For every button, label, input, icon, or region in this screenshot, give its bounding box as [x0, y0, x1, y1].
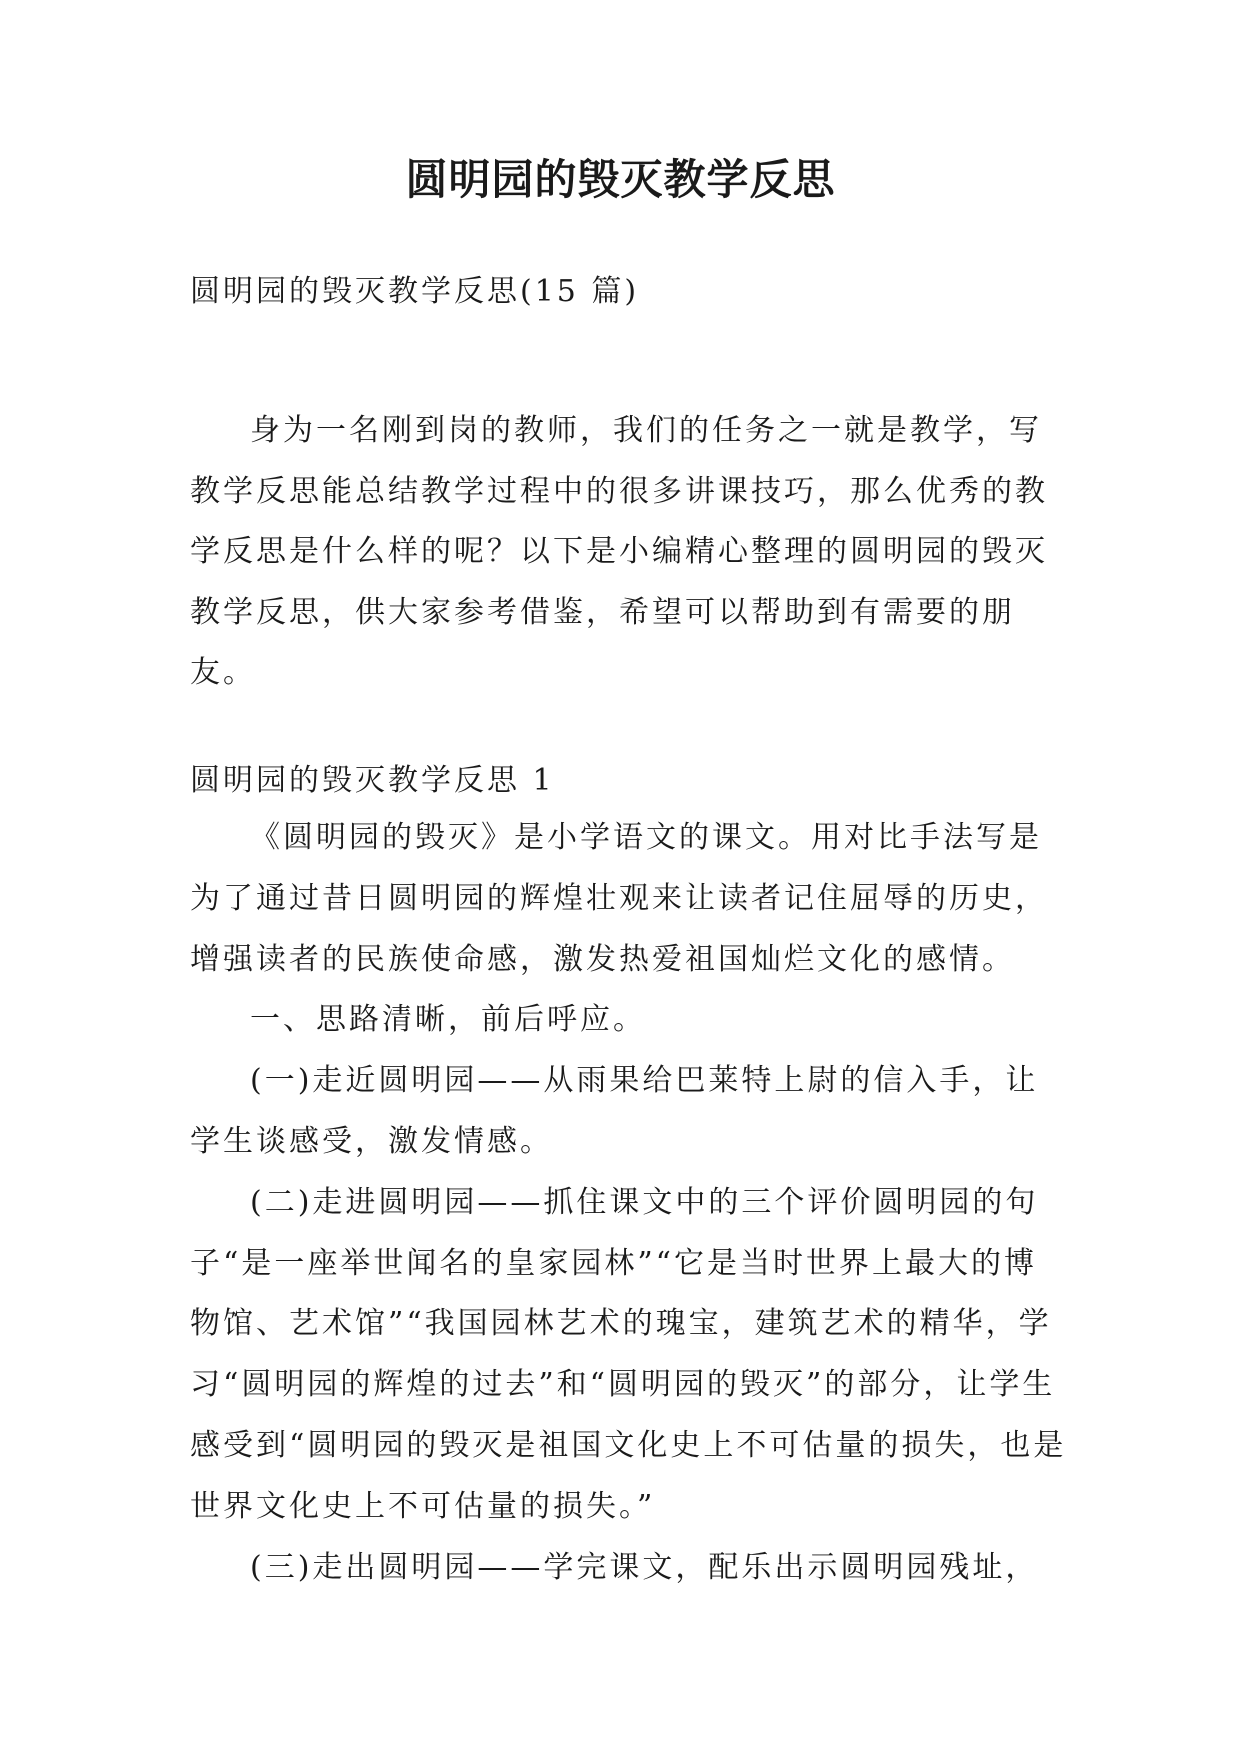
paragraph: 一、思路清晰，前后呼应。 — [250, 1002, 646, 1038]
paragraph: (一)走近圆明园——从雨果给巴莱特上尉的信入手，让学生谈感受，激发情感。 — [190, 1063, 1039, 1159]
paragraph: (二)走进圆明园——抓住课文中的三个评价圆明园的句子“是一座举世闻名的皇家园林”“它是当时世界上最大的博物馆、艺术馆”“我国园林艺术的瑰宝，建筑艺术的精华，学习“圆明园的辉煌的过去”和“圆明园的毁灭”的部分，让学生感受到“圆明园的毁灭是祖国文化史上不可估量的损失，也是世界文化史上不可估量的损失。” — [190, 1184, 1067, 1524]
section-heading: 圆明园的毁灭教学反思 1 — [190, 763, 555, 798]
section-content — [190, 808, 1068, 1598]
paragraph: 《圆明园的毁灭》是小学语文的课文。用对比手法写是为了通过昔日圆明园的辉煌壮观来让读者记住屈辱的历史，增强读者的民族使命感，激发热爱祖国灿烂文化的感情。 — [190, 820, 1048, 977]
document-subtitle: 圆明园的毁灭教学反思(15 篇) — [190, 274, 640, 309]
intro-paragraph: 身为一名刚到岗的教师，我们的任务之一就是教学，写教学反思能总结教学过程中的很多讲课技巧，那么优秀的教学反思是什么样的呢？以下是小编精心整理的圆明园的毁灭教学反思，供大家参考借鉴，希望可以帮助到有需要的朋友。 — [190, 413, 1048, 690]
paragraph: (三)走出圆明园——学完课文，配乐出示圆明园残址， — [250, 1549, 1039, 1585]
document-title: 圆明园的毁灭教学反思 — [405, 155, 836, 204]
